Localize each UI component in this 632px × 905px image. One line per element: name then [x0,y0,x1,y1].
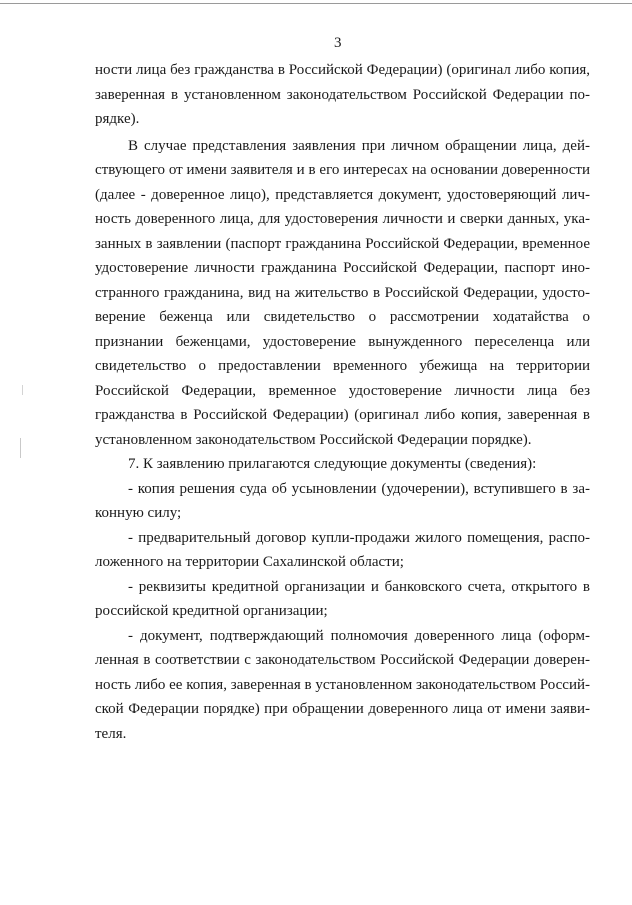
paragraph-proxy-submission: В случае представления заявления при личном обращении лица, действующего от имени заявителя и в его интересах на основании доверенности (далее - доверенное лицо), представляется документ, удостоверяющий личность доверенного лица, для удостоверения личности и сверки данных, указанных в заявлении (паспорт гражданина Российской Федерации, временное удостоверение личности гражданина Российской Федерации, паспорт иностранного гражданина, вид на жительство в Российской Федерации, удостоверение беженца или свидетельство о рассмотрении ходатайства о признании беженцами, удостоверение вынужденного переселенца или свидетельство о предоставлении временного убежища на территории Российской Федерации, временное удостоверение личности лица без гражданства в Российской Федерации) (оригинал либо копия, заверенная в установленном законодательством Российской Федерации порядке). [95,137,590,448]
paragraph-item-7: 7. К заявлению прилагаются следующие документы (сведения): [128,456,537,472]
list-item-court-decision: - копия решения суда об усыновлении (удочерении), вступившего в законную силу; [95,480,590,521]
scan-mark [22,385,23,395]
list-item-preliminary-contract: - предварительный договор купли-продажи жилого помещения, расположенного на территории Сахалинской области; [95,529,590,570]
list-item-proxy-document: - документ, подтверждающий полномочия доверенного лица (оформленная в соответствии с законодательством Российской Федерации доверенность либо ее копия, заверенная в установленном законодательством Российской Федерации порядке) при обращении доверенного лица от имени заявителя. [95,627,590,742]
scan-mark [20,438,21,458]
page-top-edge [0,3,632,4]
page-number: 3 [334,35,342,51]
list-item-bank-details: - реквизиты кредитной организации и банковского счета, открытого в российской кредитной организации; [95,578,590,619]
paragraph-continuation: ности лица без гражданства в Российской Федерации) (оригинал либо копия, заверенная в установленном законодательством Российской Федерации порядке). [95,62,590,127]
document-body [95,58,590,746]
